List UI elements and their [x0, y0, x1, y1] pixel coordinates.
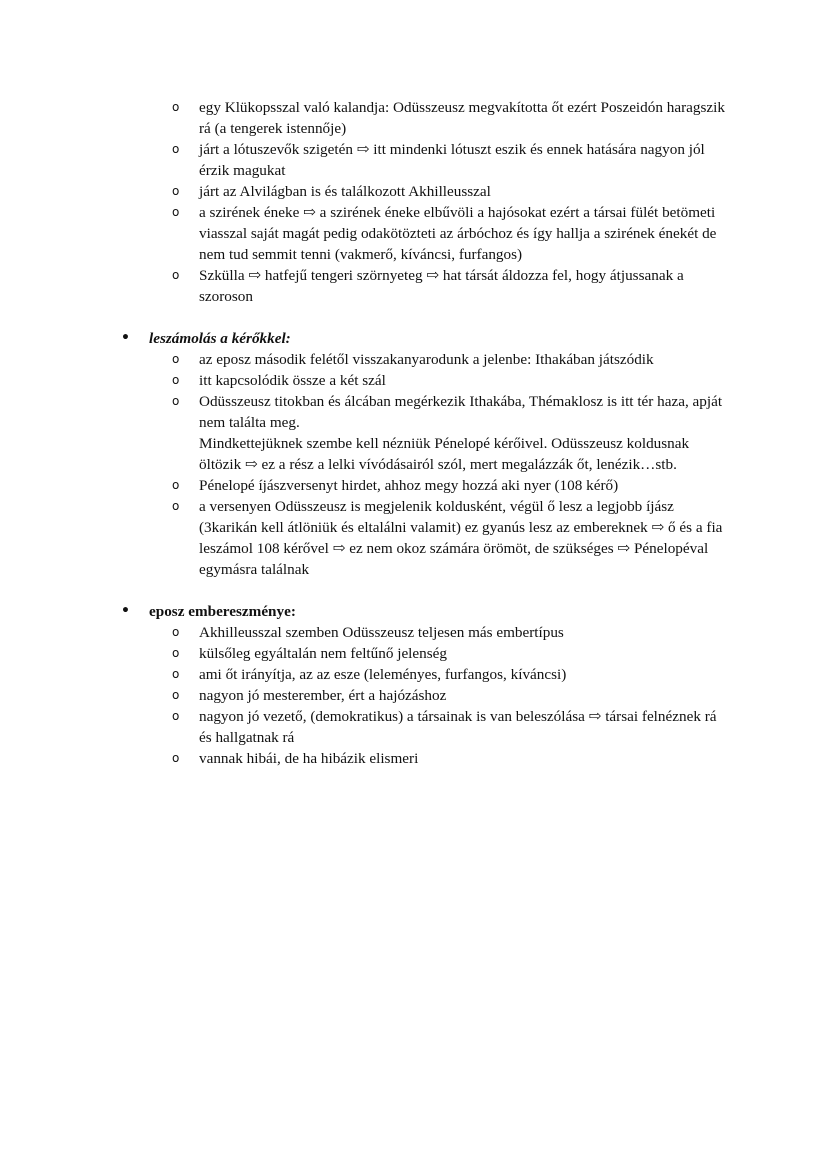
list-item-text: a versenyen Odüsszeusz is megjelenik koldusként, végül ő lesz a legjobb íjász (3karikán kell átlöniük és eltalálni valamit) ez gyanús lesz az embereknek ⇨ ő és a fia leszámol 108 kérővel ⇨ ez nem okoz számára örömöt, de szükséges ⇨ Pénelopéval egymásra találnak: [199, 498, 723, 578]
list-item-text: járt a lótuszevők szigetén ⇨ itt mindenki lótuszt eszik és ennek hatására nagyon jól érzik magukat: [199, 141, 705, 179]
list-item-text: vannak hibái, de ha hibázik elismeri: [199, 750, 419, 767]
list-item-text: az eposz második felétől visszakanyarodunk a jelenbe: Ithakában játszódik: [199, 351, 654, 368]
section-list: [0, 622, 828, 769]
list-item: [0, 643, 828, 664]
list-item: [0, 202, 828, 265]
list-item: [0, 370, 828, 391]
list-item: [0, 349, 828, 370]
section-heading-text: leszámolás a kérőkkel:: [149, 330, 291, 347]
list-item-text: külsőleg egyáltalán nem feltűnő jelenség: [199, 645, 447, 662]
circle-bullet-icon: o: [172, 667, 180, 681]
list-item-text: nagyon jó mesterember, ért a hajózáshoz: [199, 687, 447, 704]
circle-bullet-icon: o: [172, 205, 180, 219]
disc-bullet-icon: •: [121, 330, 130, 346]
list-item-text: Pénelopé íjászversenyt hirdet, ahhoz megy hozzá aki nyer (108 kérő): [199, 477, 619, 494]
list-item-text: járt az Alvilágban is és találkozott Akhilleusszal: [199, 183, 491, 200]
circle-bullet-icon: o: [172, 709, 180, 723]
list-item: [0, 685, 828, 706]
list-item: [0, 97, 828, 139]
intro-list: [0, 97, 828, 307]
circle-bullet-icon: o: [172, 478, 180, 492]
list-item-text: ami őt irányítja, az az esze (leleményes, furfangos, kíváncsi): [199, 666, 567, 683]
section-heading: [0, 328, 828, 349]
circle-bullet-icon: o: [172, 751, 180, 765]
list-item: [0, 391, 828, 475]
section-suitors: [0, 328, 828, 580]
list-item: [0, 475, 828, 496]
list-item-continuation: Mindkettejüknek szembe kell nézniük Pénelopé kérőivel. Odüsszeusz koldusnak öltözik ⇨ ez a rész a lelki vívódásairól szól, mert megalázzák őt, lenézik…stb.: [199, 435, 690, 473]
list-item-text: egy Klükopsszal való kalandja: Odüsszeusz megvakította őt ezért Poszeidón haragszik rá (a tengerek istennője): [199, 99, 725, 137]
disc-bullet-icon: •: [121, 603, 130, 619]
list-item: [0, 706, 828, 748]
circle-bullet-icon: o: [172, 184, 180, 198]
list-item-text: nagyon jó vezető, (demokratikus) a társainak is van beleszólása ⇨ társai felnéznek rá és hallgatnak rá: [199, 708, 717, 746]
list-item-text: Akhilleusszal szemben Odüsszeusz teljesen más embertípus: [199, 624, 564, 641]
circle-bullet-icon: o: [172, 373, 180, 387]
circle-bullet-icon: o: [172, 499, 180, 513]
section-heading: [0, 601, 828, 622]
circle-bullet-icon: o: [172, 688, 180, 702]
list-item: [0, 622, 828, 643]
circle-bullet-icon: o: [172, 625, 180, 639]
circle-bullet-icon: o: [172, 352, 180, 366]
circle-bullet-icon: o: [172, 100, 180, 114]
list-item: [0, 748, 828, 769]
list-item: [0, 496, 828, 580]
list-item: [0, 139, 828, 181]
list-item-text: itt kapcsolódik össze a két szál: [199, 372, 386, 389]
list-item-text: Szküllа ⇨ hatfejű tengeri szörnyeteg ⇨ hat társát áldozza fel, hogy átjussanak a szoroson: [199, 267, 684, 305]
section-ideal: [0, 601, 828, 769]
list-item: [0, 664, 828, 685]
circle-bullet-icon: o: [172, 142, 180, 156]
list-item-text: a szirének éneke ⇨ a szirének éneke elbűvöli a hajósokat ezért a társai fülét betömeti viasszal saját magát pedig odakötözteti az árbóchoz és így hallja a szirének énekét de nem tud semmit tenni (vakmerő, kíváncsi, furfangos): [199, 204, 717, 263]
circle-bullet-icon: o: [172, 394, 180, 408]
circle-bullet-icon: o: [172, 646, 180, 660]
list-item-text: Odüsszeusz titokban és álcában megérkezik Ithakába, Thémaklosz is itt tér haza, apját nem találta meg.: [199, 393, 723, 431]
list-item: [0, 265, 828, 307]
section-list: [0, 349, 828, 580]
document-page: [0, 97, 828, 769]
list-item: [0, 181, 828, 202]
circle-bullet-icon: o: [172, 268, 180, 282]
section-heading-text: eposz embereszménye:: [149, 603, 296, 620]
